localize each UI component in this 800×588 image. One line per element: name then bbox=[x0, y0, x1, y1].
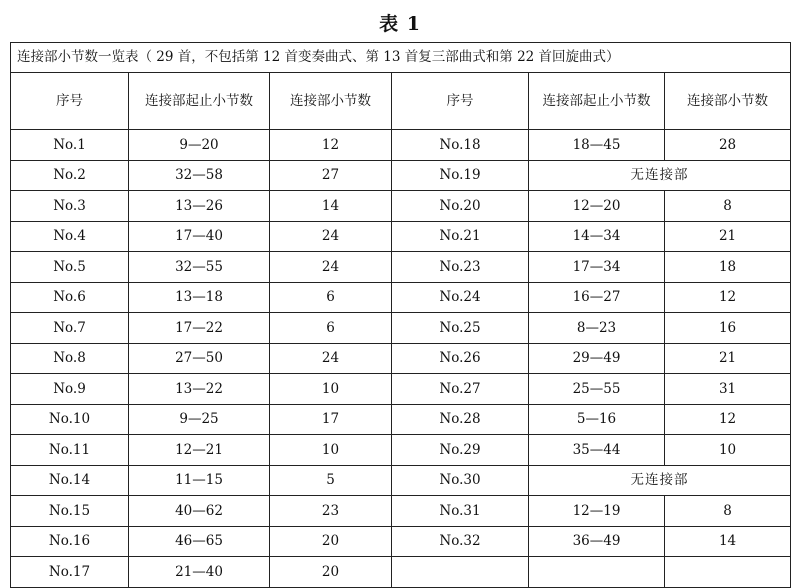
header-cell-range-right: 连接部起止小节数 bbox=[529, 73, 665, 130]
cell-range-right: 25—55 bbox=[529, 374, 665, 405]
cell-number-right: No.21 bbox=[392, 221, 529, 252]
cell-number-left: No.8 bbox=[11, 343, 129, 374]
table-row bbox=[11, 435, 791, 466]
cell-number-right: No.28 bbox=[392, 404, 529, 435]
cell-range-left: 40—62 bbox=[129, 496, 270, 527]
cell-number-left: No.6 bbox=[11, 282, 129, 313]
cell-range-right: 18—45 bbox=[529, 130, 665, 161]
table-row bbox=[11, 343, 791, 374]
cell-count-right: 12 bbox=[665, 282, 791, 313]
table-row bbox=[11, 526, 791, 557]
header-cell-range-left: 连接部起止小节数 bbox=[129, 73, 270, 130]
table-row bbox=[11, 130, 791, 161]
table-row bbox=[11, 313, 791, 344]
cell-count-left: 24 bbox=[270, 343, 392, 374]
table-row bbox=[11, 374, 791, 405]
cell-count-right: 21 bbox=[665, 221, 791, 252]
cell-count-left: 6 bbox=[270, 313, 392, 344]
cell-count-left: 17 bbox=[270, 404, 392, 435]
cell-number-right: No.24 bbox=[392, 282, 529, 313]
cell-count-left: 10 bbox=[270, 374, 392, 405]
table-row bbox=[11, 404, 791, 435]
cell-count-right: 8 bbox=[665, 191, 791, 222]
table-row bbox=[11, 496, 791, 527]
header-cell-number-right: 序号 bbox=[392, 73, 529, 130]
cell-count-right: 28 bbox=[665, 130, 791, 161]
cell-number-left: No.1 bbox=[11, 130, 129, 161]
cell-count-left: 20 bbox=[270, 557, 392, 588]
cell-number-left: No.3 bbox=[11, 191, 129, 222]
cell-count-left: 14 bbox=[270, 191, 392, 222]
cell-count-right bbox=[665, 557, 791, 588]
cell-count-left: 23 bbox=[270, 496, 392, 527]
table-row bbox=[11, 191, 791, 222]
cell-number-right: No.32 bbox=[392, 526, 529, 557]
cell-number-right: No.18 bbox=[392, 130, 529, 161]
cell-count-left: 20 bbox=[270, 526, 392, 557]
cell-number-left: No.5 bbox=[11, 252, 129, 283]
cell-range-left: 13—22 bbox=[129, 374, 270, 405]
cell-range-left: 17—40 bbox=[129, 221, 270, 252]
cell-range-right: 14—34 bbox=[529, 221, 665, 252]
cell-range-left: 21—40 bbox=[129, 557, 270, 588]
cell-range-right: 17—34 bbox=[529, 252, 665, 283]
cell-range-right: 35—44 bbox=[529, 435, 665, 466]
cell-count-right: 16 bbox=[665, 313, 791, 344]
cell-number-right bbox=[392, 557, 529, 588]
cell-range-left: 13—26 bbox=[129, 191, 270, 222]
cell-number-right: No.23 bbox=[392, 252, 529, 283]
cell-count-left: 27 bbox=[270, 160, 392, 191]
cell-count-right: 21 bbox=[665, 343, 791, 374]
cell-number-left: No.9 bbox=[11, 374, 129, 405]
cell-count-right: 10 bbox=[665, 435, 791, 466]
cell-range-left: 11—15 bbox=[129, 465, 270, 496]
table-row bbox=[11, 557, 791, 588]
table-row bbox=[11, 252, 791, 283]
cell-count-right: 14 bbox=[665, 526, 791, 557]
cell-number-left: No.15 bbox=[11, 496, 129, 527]
cell-range-left: 46—65 bbox=[129, 526, 270, 557]
table-row bbox=[11, 160, 791, 191]
cell-count-left: 5 bbox=[270, 465, 392, 496]
cell-count-right: 31 bbox=[665, 374, 791, 405]
cell-range-left: 13—18 bbox=[129, 282, 270, 313]
cell-number-left: No.10 bbox=[11, 404, 129, 435]
cell-range-right bbox=[529, 557, 665, 588]
page-title: 表 1 bbox=[379, 13, 421, 35]
cell-no-transition-right: 无连接部 bbox=[529, 465, 791, 496]
cell-number-right: No.29 bbox=[392, 435, 529, 466]
table-caption: 连接部小节数一览表（ 29 首，不包括第 12 首变奏曲式、第 13 首复三部曲式和第 22 首回旋曲式） bbox=[11, 43, 791, 73]
cell-count-left: 24 bbox=[270, 252, 392, 283]
cell-range-right: 36—49 bbox=[529, 526, 665, 557]
cell-range-right: 29—49 bbox=[529, 343, 665, 374]
cell-count-left: 12 bbox=[270, 130, 392, 161]
cell-number-right: No.20 bbox=[392, 191, 529, 222]
cell-number-left: No.11 bbox=[11, 435, 129, 466]
table-row bbox=[11, 221, 791, 252]
cell-number-left: No.2 bbox=[11, 160, 129, 191]
bar-count-table bbox=[10, 42, 791, 588]
header-cell-count-left: 连接部小节数 bbox=[270, 73, 392, 130]
cell-range-right: 12—19 bbox=[529, 496, 665, 527]
cell-range-left: 32—58 bbox=[129, 160, 270, 191]
cell-range-left: 9—25 bbox=[129, 404, 270, 435]
header-cell-count-right: 连接部小节数 bbox=[665, 73, 791, 130]
cell-range-right: 12—20 bbox=[529, 191, 665, 222]
cell-number-right: No.27 bbox=[392, 374, 529, 405]
cell-range-right: 5—16 bbox=[529, 404, 665, 435]
cell-range-left: 27—50 bbox=[129, 343, 270, 374]
cell-number-left: No.7 bbox=[11, 313, 129, 344]
cell-range-right: 8—23 bbox=[529, 313, 665, 344]
cell-number-left: No.17 bbox=[11, 557, 129, 588]
cell-number-right: No.30 bbox=[392, 465, 529, 496]
cell-number-right: No.19 bbox=[392, 160, 529, 191]
cell-range-left: 12—21 bbox=[129, 435, 270, 466]
cell-number-left: No.4 bbox=[11, 221, 129, 252]
cell-no-transition-right: 无连接部 bbox=[529, 160, 791, 191]
table-row bbox=[11, 282, 791, 313]
cell-number-right: No.25 bbox=[392, 313, 529, 344]
cell-count-right: 8 bbox=[665, 496, 791, 527]
cell-count-left: 24 bbox=[270, 221, 392, 252]
cell-count-left: 6 bbox=[270, 282, 392, 313]
cell-number-right: No.26 bbox=[392, 343, 529, 374]
cell-number-left: No.16 bbox=[11, 526, 129, 557]
cell-range-left: 9—20 bbox=[129, 130, 270, 161]
cell-count-right: 12 bbox=[665, 404, 791, 435]
cell-number-right: No.31 bbox=[392, 496, 529, 527]
header-row bbox=[11, 73, 791, 130]
header-cell-number-left: 序号 bbox=[11, 73, 129, 130]
cell-range-right: 16—27 bbox=[529, 282, 665, 313]
cell-range-left: 32—55 bbox=[129, 252, 270, 283]
table-row bbox=[11, 465, 791, 496]
cell-range-left: 17—22 bbox=[129, 313, 270, 344]
cell-count-right: 18 bbox=[665, 252, 791, 283]
cell-count-left: 10 bbox=[270, 435, 392, 466]
cell-number-left: No.14 bbox=[11, 465, 129, 496]
caption-row bbox=[11, 43, 791, 73]
